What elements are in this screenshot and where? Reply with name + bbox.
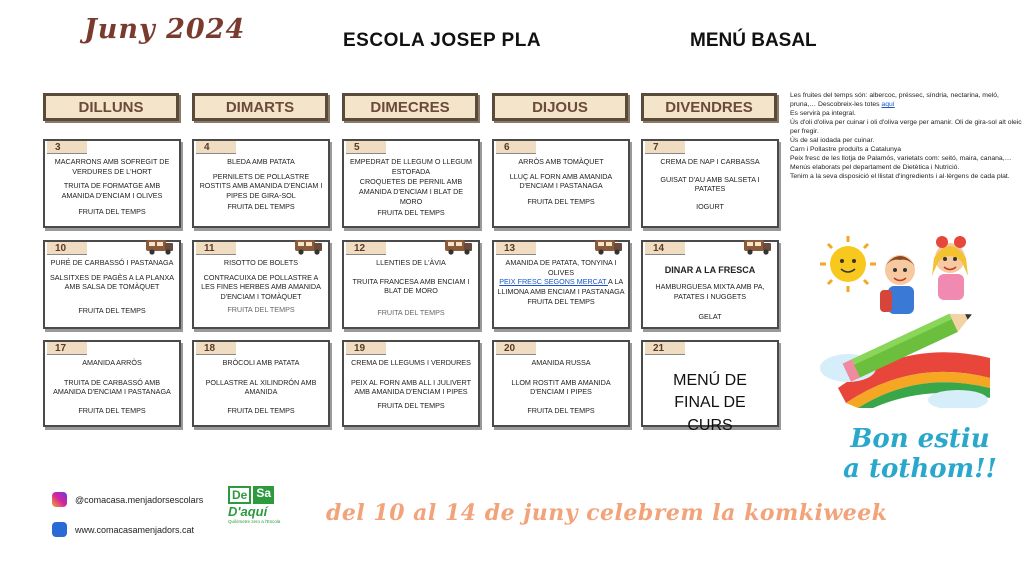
menu-cell-3 bbox=[43, 139, 181, 228]
school-name: ESCOLA JOSEP PLA bbox=[343, 30, 542, 51]
food-truck-icon bbox=[145, 236, 175, 256]
day-number: 17 bbox=[47, 342, 87, 355]
dessert: FRUITA DEL TEMPS bbox=[78, 206, 146, 216]
info-dietetics: Menús elaborats pel departament de Dietètica i Nutrició. bbox=[790, 164, 960, 172]
menu-cell-18 bbox=[192, 340, 330, 427]
first-course: CREMA DE LLEGUMS I VERDURES bbox=[351, 358, 471, 367]
food-truck-icon bbox=[294, 236, 324, 256]
day-header-monday: DILLUNS bbox=[43, 93, 179, 121]
first-course: AMANIDA ARRÒS bbox=[82, 358, 142, 367]
info-panel bbox=[790, 91, 1024, 181]
menu-cell-4 bbox=[192, 139, 330, 228]
first-course: ARRÒS AMB TOMÀQUET bbox=[518, 157, 604, 166]
main-course: HAMBURGUESA MIXTA AMB PA, PATATES I NUGGETS bbox=[655, 282, 765, 301]
day-number: 13 bbox=[496, 242, 536, 255]
first-course: CREMA DE NAP I CARBASSA bbox=[660, 157, 760, 166]
fish-market-link[interactable]: PEIX FRESC SEGONS MERCAT bbox=[499, 277, 608, 287]
instagram-row bbox=[52, 492, 203, 507]
second-course-rest: LLIMONA AMB ENCIAM I PASTANAGA bbox=[497, 287, 625, 297]
food-truck-icon bbox=[743, 236, 773, 256]
bon-estiu-line-2: a tothom!! bbox=[843, 453, 997, 484]
day-header-tuesday: DIMARTS bbox=[192, 93, 328, 121]
menu-cell-5 bbox=[342, 139, 480, 228]
first-course: BRÒCOLI AMB PATATA bbox=[222, 358, 300, 367]
day-number: 3 bbox=[47, 141, 87, 154]
special-title: DINAR A LA FRESCA bbox=[664, 265, 756, 275]
globe-icon bbox=[52, 522, 67, 537]
second-course: LLOM ROSTIT AMB AMANIDA D'ENCIAM I PIPES bbox=[511, 377, 611, 397]
menu-cell-10 bbox=[43, 240, 181, 329]
menu-cell-17 bbox=[43, 340, 181, 427]
dessert: FRUITA DEL TEMPS bbox=[377, 308, 445, 318]
dessert: FRUITA DEL TEMPS bbox=[377, 401, 445, 411]
day-header-thursday: DIJOUS bbox=[492, 93, 628, 121]
fruits-link[interactable]: aquí bbox=[881, 101, 895, 109]
website-link[interactable]: www.comacasamenjadors.cat bbox=[75, 524, 195, 535]
menu-cell-6 bbox=[492, 139, 630, 228]
day-number: 4 bbox=[196, 141, 236, 154]
first-course: RISOTTO DE BOLETS bbox=[223, 258, 299, 267]
second-course: POLLASTRE AL XILINDRÓN AMB AMANIDA bbox=[205, 377, 317, 397]
bon-estiu-line-1: Bon estiu bbox=[850, 424, 990, 454]
first-course: LLENTIES DE L'ÀVIA bbox=[376, 258, 446, 267]
second-course-suffix: A LA bbox=[607, 277, 623, 287]
day-number: 10 bbox=[47, 242, 87, 255]
de-sa-daqui-logo bbox=[228, 486, 292, 532]
first-course: EMPEDRAT DE LLEGUM O LLEGUM ESTOFADA bbox=[350, 157, 472, 176]
second-course: SALSITXES DE PAGÈS A LA PLANXA AMB SALSA DE TOMÀQUET bbox=[49, 272, 175, 292]
first-course: AMANIDA DE PATATA, TONYINA I OLIVES bbox=[505, 258, 617, 277]
menu-cell-21 bbox=[641, 340, 779, 434]
food-truck-icon bbox=[444, 236, 474, 256]
kids-pencil-illustration bbox=[818, 228, 990, 408]
info-fruits: Les fruites del temps són: albercoc, préssec, síndria, nectarina, meló, pruna,… Descobreix-les totes aquí bbox=[790, 92, 999, 109]
menu-cell-14 bbox=[641, 240, 779, 329]
first-course: PURÉ DE CARBASSÓ I PASTANAGA bbox=[50, 258, 174, 267]
day-header-wednesday: DIMECRES bbox=[342, 93, 478, 121]
logo-text-sa: Sa bbox=[253, 486, 274, 504]
logo-text-de: De bbox=[228, 486, 251, 504]
end-of-course-menu: MENÚ DE FINAL DE CURS bbox=[673, 372, 747, 434]
menu-cell-12 bbox=[342, 240, 480, 329]
second-course: LLUÇ AL FORN AMB AMANIDA D'ENCIAM I PASTANAGA bbox=[509, 171, 613, 191]
komkiweek-banner: del 10 al 14 de juny celebrem la komkiweek bbox=[326, 500, 888, 526]
dessert: FRUITA DEL TEMPS bbox=[78, 306, 146, 316]
second-course: CONTRACUIXA DE POLLASTRE A LES FINES HERBES AMB AMANIDA D'ENCIAM I TOMÀQUET bbox=[201, 272, 321, 302]
logo-subtitle: Quilòmetre zero a l'Escola bbox=[228, 519, 281, 524]
day-number: 19 bbox=[346, 342, 386, 355]
info-allergens: Tenim a la seva disposició el llistat d'ingredients i al·lèrgens de cada plat. bbox=[790, 173, 1010, 181]
second-course bbox=[497, 277, 625, 296]
info-salt: Ús de sal iodada per cuinar. bbox=[790, 137, 875, 145]
logo-text-daqui: D'aquí bbox=[228, 504, 268, 519]
day-number: 7 bbox=[645, 141, 685, 154]
menu-cell-11 bbox=[192, 240, 330, 329]
dessert: FRUITA DEL TEMPS bbox=[227, 304, 295, 314]
month-title: Juny 2024 bbox=[84, 14, 246, 45]
second-course: TRUITA DE CARBASSÓ AMB AMANIDA D'ENCIAM I PASTANAGA bbox=[53, 377, 171, 397]
first-course: BLEDA AMB PATATA bbox=[227, 157, 295, 166]
second-course: CROQUETES DE PERNIL AMB AMANIDA D'ENCIAM I BLAT DE MORO bbox=[358, 177, 464, 206]
second-course: TRUITA FRANCESA AMB ENCIAM I BLAT DE MORO bbox=[352, 276, 470, 296]
menu-cell-13 bbox=[492, 240, 630, 329]
day-number: 5 bbox=[346, 141, 386, 154]
info-meat: Carn i Pollastre produïts a Catalunya bbox=[790, 146, 902, 154]
dessert: FRUITA DEL TEMPS bbox=[377, 207, 445, 217]
dessert: GELAT bbox=[698, 311, 722, 321]
food-truck-icon bbox=[594, 236, 624, 256]
dessert: FRUITA DEL TEMPS bbox=[527, 197, 595, 207]
dessert: FRUITA DEL TEMPS bbox=[227, 201, 295, 211]
menu-cell-20 bbox=[492, 340, 630, 427]
day-number: 12 bbox=[346, 242, 386, 255]
day-number: 20 bbox=[496, 342, 536, 355]
info-oil: Ús d'oli d'oliva per cuinar i oli d'oliva verge per amanir. Oli de gira-sol alt oleic per fregir. bbox=[790, 119, 1022, 136]
bon-estiu-greeting bbox=[830, 425, 1010, 485]
dessert: FRUITA DEL TEMPS bbox=[527, 406, 595, 416]
instagram-handle[interactable]: @comacasa.menjadorsescolars bbox=[75, 494, 204, 505]
first-course: MACARRONS AMB SOFREGIT DE VERDURES DE L'HORT bbox=[54, 157, 170, 176]
day-number: 21 bbox=[645, 342, 685, 355]
first-course: AMANIDA RUSSA bbox=[531, 358, 591, 367]
second-course: TRUITA DE FORMATGE AMB AMANIDA D'ENCIAM I OLIVES bbox=[61, 181, 163, 201]
website-row bbox=[52, 522, 194, 537]
info-fish: Peix fresc de les llotja de Palamós, varietats com: seitó, maira, canana,… bbox=[790, 155, 1012, 163]
info-bread: Es servirà pa integral. bbox=[790, 110, 856, 118]
menu-cell-19 bbox=[342, 340, 480, 427]
menu-type-title: MENÚ BASAL bbox=[690, 30, 817, 51]
day-number: 6 bbox=[496, 141, 536, 154]
dessert: IOGURT bbox=[696, 202, 724, 212]
dessert: FRUITA DEL TEMPS bbox=[227, 406, 295, 416]
menu-cell-7 bbox=[641, 139, 779, 228]
dessert: FRUITA DEL TEMPS bbox=[527, 296, 595, 306]
dessert: FRUITA DEL TEMPS bbox=[78, 406, 146, 416]
day-number: 18 bbox=[196, 342, 236, 355]
second-course: GUISAT D'AU AMB SALSETA I PATATES bbox=[660, 174, 760, 194]
day-header-friday: DIVENDRES bbox=[641, 93, 777, 121]
second-course: PEIX AL FORN AMB ALL I JULIVERT AMB AMANIDA D'ENCIAM I PIPES bbox=[351, 377, 471, 397]
day-number: 14 bbox=[645, 242, 685, 255]
day-number: 11 bbox=[196, 242, 236, 255]
second-course: PERNILETS DE POLLASTRE ROSTITS AMB AMANIDA D'ENCIAM I PIPES DE GIRA-SOL bbox=[199, 171, 323, 201]
instagram-icon bbox=[52, 492, 67, 507]
